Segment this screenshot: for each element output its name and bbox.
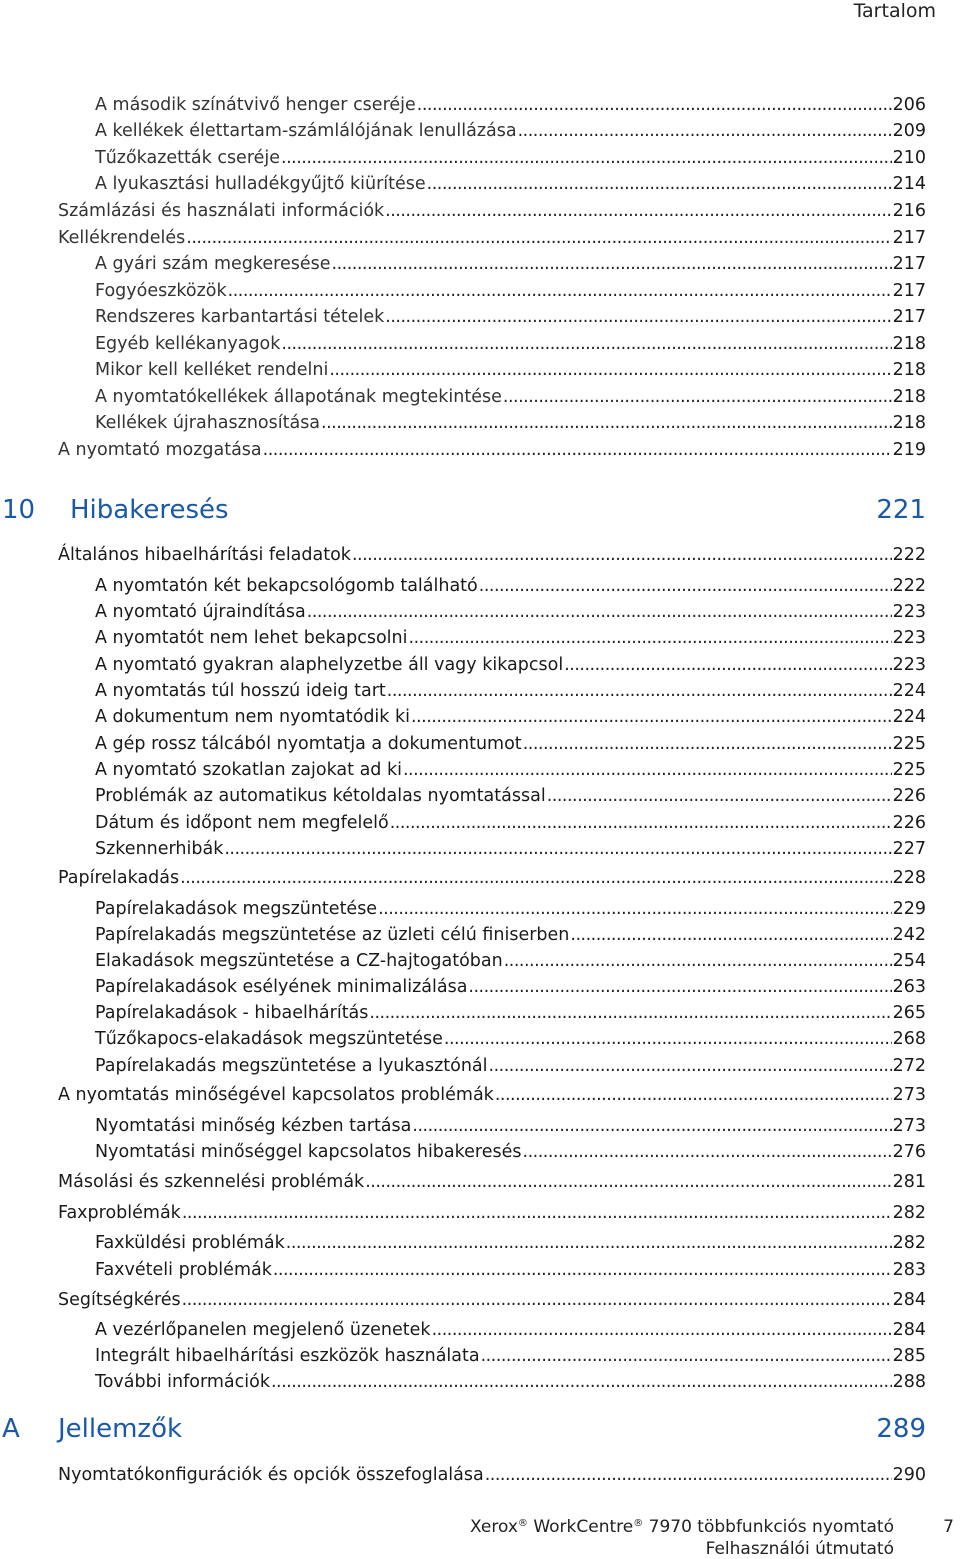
toc-entry-title: Fogyóeszközök xyxy=(95,281,227,301)
toc-entry-page-number: 229 xyxy=(892,899,926,919)
toc-entry-title: Nyomtatási minőséggel kapcsolatos hibakeresés xyxy=(95,1142,522,1162)
toc-entry-title: Tűzőkapocs-elakadások megszüntetése xyxy=(95,1029,443,1049)
dot-leader xyxy=(411,706,892,728)
toc-entry-page-number: 254 xyxy=(892,951,926,971)
dot-leader xyxy=(352,544,892,566)
footer-brand: Xerox xyxy=(470,1517,518,1537)
toc-entry-page-number: 268 xyxy=(892,1029,926,1049)
dot-leader xyxy=(481,1345,892,1367)
toc-subsection-entry[interactable] xyxy=(95,1371,926,1393)
toc-section-entry[interactable] xyxy=(58,227,926,249)
toc-section-entry[interactable] xyxy=(58,200,926,222)
toc-subsection-entry[interactable] xyxy=(95,147,926,169)
toc-entry-page-number: 222 xyxy=(892,576,926,596)
dot-leader xyxy=(390,812,892,834)
toc-entry-page-number: 288 xyxy=(892,1372,926,1392)
dot-leader xyxy=(485,1464,892,1486)
dot-leader xyxy=(504,950,892,972)
toc-entry-title: A nyomtató újraindítása xyxy=(95,602,306,622)
toc-entry-title: A nyomtatón két bekapcsológomb található xyxy=(95,576,478,596)
toc-entry-page-number: 217 xyxy=(892,228,926,248)
dot-leader xyxy=(182,1202,892,1224)
dot-leader xyxy=(468,976,891,998)
toc-subsection-entry[interactable] xyxy=(95,654,926,676)
toc-section-entry[interactable] xyxy=(58,867,926,889)
dot-leader xyxy=(273,1259,892,1281)
toc-subsection-entry[interactable] xyxy=(95,924,926,946)
toc-entry-page-number: 209 xyxy=(892,121,926,141)
toc-entry-title: A vezérlőpanelen megjelenő üzenetek xyxy=(95,1320,431,1340)
toc-subsection-entry[interactable] xyxy=(95,1319,926,1341)
dot-leader xyxy=(369,1002,891,1024)
dot-leader xyxy=(321,412,892,434)
toc-entry-title: Számlázási és használati információk xyxy=(58,201,385,221)
toc-entry-title: Papírelakadások megszüntetése xyxy=(95,899,378,919)
toc-subsection-entry[interactable] xyxy=(95,680,926,702)
toc-entry-page-number: 282 xyxy=(892,1203,926,1223)
toc-entry-title: Rendszeres karbantartási tételek xyxy=(95,307,385,327)
toc-entry-title: Elakadások megszüntetése a CZ-hajtogatóban xyxy=(95,951,503,971)
chapter-title: Jellemzők xyxy=(58,1414,183,1444)
chapter-title: Hibakeresés xyxy=(70,495,229,525)
dot-leader xyxy=(409,627,892,649)
toc-entry-page-number: 218 xyxy=(892,387,926,407)
chapter-number: A xyxy=(2,1414,20,1444)
chapter-page-number: 221 xyxy=(876,495,926,525)
toc-entry-page-number: 272 xyxy=(892,1056,926,1076)
toc-entry-page-number: 218 xyxy=(892,413,926,433)
toc-subsection-entry[interactable] xyxy=(95,1115,926,1137)
toc-entry-page-number: 226 xyxy=(892,786,926,806)
dot-leader xyxy=(332,253,892,275)
toc-entry-page-number: 217 xyxy=(892,281,926,301)
dot-leader xyxy=(385,200,891,222)
toc-entry-title: Mikor kell kelléket rendelni xyxy=(95,360,329,380)
footer-product-line xyxy=(470,1517,894,1537)
toc-entry-page-number: 273 xyxy=(892,1116,926,1136)
toc-entry-title: Egyéb kellékanyagok xyxy=(95,334,281,354)
registered-mark-2: ® xyxy=(633,1518,644,1529)
toc-entry-title: A nyomtató mozgatása xyxy=(58,440,262,460)
dot-leader xyxy=(489,1055,892,1077)
registered-mark: ® xyxy=(517,1518,528,1529)
toc-entry-title: Szkennerhibák xyxy=(95,839,224,859)
dot-leader xyxy=(224,838,891,860)
toc-entry-page-number: 273 xyxy=(892,1085,926,1105)
toc-section-entry[interactable] xyxy=(58,544,926,566)
toc-entry-title: Papírelakadás megszüntetése az üzleti célú finiserben xyxy=(95,925,570,945)
toc-entry-page-number: 222 xyxy=(892,545,926,565)
toc-entry-page-number: 265 xyxy=(892,1003,926,1023)
footer-guide: Felhasználói útmutató xyxy=(705,1539,894,1559)
toc-entry-title: Segítségkérés xyxy=(58,1290,181,1310)
toc-entry-title: A kellékek élettartam-számlálójának lenullázása xyxy=(95,121,517,141)
toc-entry-page-number: 216 xyxy=(892,201,926,221)
toc-subsection-entry[interactable] xyxy=(95,120,926,142)
toc-entry-page-number: 283 xyxy=(892,1260,926,1280)
dot-leader xyxy=(281,147,892,169)
toc-subsection-entry[interactable] xyxy=(95,1259,926,1281)
toc-entry-title: A nyomtatókellékek állapotának megtekintése xyxy=(95,387,502,407)
toc-entry-title: Dátum és időpont nem megfelelő xyxy=(95,813,389,833)
footer-model: 7970 többfunkciós nyomtató xyxy=(648,1517,894,1537)
toc-entry-title: Faxküldési problémák xyxy=(95,1233,285,1253)
toc-entry-page-number: 217 xyxy=(892,307,926,327)
toc-entry-page-number: 281 xyxy=(892,1172,926,1192)
dot-leader xyxy=(329,359,891,381)
toc-subsection-entry[interactable] xyxy=(95,359,926,381)
toc-entry-page-number: 284 xyxy=(892,1320,926,1340)
toc-entry-page-number: 263 xyxy=(892,977,926,997)
toc-entry-title: A második színátvivő henger cseréje xyxy=(95,95,416,115)
chapter-number: 10 xyxy=(2,495,36,525)
dot-leader xyxy=(412,1115,891,1137)
dot-leader xyxy=(570,924,891,946)
dot-leader xyxy=(564,654,891,676)
running-head-title: Tartalom xyxy=(853,0,936,22)
dot-leader xyxy=(479,575,892,597)
dot-leader xyxy=(503,386,892,408)
toc-entry-page-number: 242 xyxy=(892,925,926,945)
toc-entry-title: Másolási és szkennelési problémák xyxy=(58,1172,365,1192)
toc-entry-title: Papírelakadás xyxy=(58,868,180,888)
dot-leader xyxy=(365,1171,891,1193)
toc-subsection-entry[interactable] xyxy=(95,386,926,408)
toc-subsection-entry[interactable] xyxy=(95,1002,926,1024)
toc-entry-page-number: 228 xyxy=(892,868,926,888)
toc-subsection-entry[interactable] xyxy=(95,253,926,275)
dot-leader xyxy=(444,1028,892,1050)
toc-subsection-entry[interactable] xyxy=(95,759,926,781)
page-footer xyxy=(0,1512,960,1558)
dot-leader xyxy=(403,759,892,781)
toc-entry-page-number: 217 xyxy=(892,254,926,274)
toc-subsection-entry[interactable] xyxy=(95,306,926,328)
toc-entry-page-number: 290 xyxy=(892,1465,926,1485)
toc-subsection-entry[interactable] xyxy=(95,1232,926,1254)
dot-leader xyxy=(182,1289,892,1311)
toc-entry-title: Integrált hibaelhárítási eszközök használata xyxy=(95,1346,480,1366)
toc-subsection-entry[interactable] xyxy=(95,601,926,623)
footer-product: WorkCentre xyxy=(533,1517,634,1537)
toc-subsection-entry[interactable] xyxy=(95,1141,926,1163)
toc-entry-page-number: 225 xyxy=(892,734,926,754)
chapter-page-number: 289 xyxy=(876,1414,926,1444)
toc-entry-title: Kellékrendelés xyxy=(58,228,186,248)
toc-entry-page-number: 223 xyxy=(892,628,926,648)
toc-section-entry[interactable] xyxy=(58,1084,926,1106)
toc-entry-page-number: 219 xyxy=(892,440,926,460)
toc-entry-page-number: 218 xyxy=(892,360,926,380)
toc-entry-title: Papírelakadások - hibaelhárítás xyxy=(95,1003,369,1023)
toc-entry-title: Problémák az automatikus kétoldalas nyomtatással xyxy=(95,786,546,806)
dot-leader xyxy=(228,280,892,302)
toc-entry-title: Faxvételi problémák xyxy=(95,1260,272,1280)
toc-subsection-entry[interactable] xyxy=(95,575,926,597)
toc-subsection-entry[interactable] xyxy=(95,1028,926,1050)
toc-entry-title: További információk xyxy=(95,1372,270,1392)
toc-section-entry[interactable] xyxy=(58,1171,926,1193)
toc-entry-page-number: 284 xyxy=(892,1290,926,1310)
dot-leader xyxy=(432,1319,892,1341)
toc-entry-page-number: 223 xyxy=(892,655,926,675)
dot-leader xyxy=(271,1371,892,1393)
dot-leader xyxy=(263,439,892,461)
toc-entry-title: Tűzőkazetták cseréje xyxy=(95,148,281,168)
toc-subsection-entry[interactable] xyxy=(95,812,926,834)
toc-subsection-entry[interactable] xyxy=(95,1055,926,1077)
chapter-heading[interactable] xyxy=(0,1409,960,1449)
footer-page-number: 7 xyxy=(943,1517,954,1537)
toc-entry-page-number: 226 xyxy=(892,813,926,833)
toc-entry-title: Általános hibaelhárítási feladatok xyxy=(58,545,351,565)
dot-leader xyxy=(378,898,892,920)
toc-subsection-entry[interactable] xyxy=(95,898,926,920)
toc-subsection-entry[interactable] xyxy=(95,733,926,755)
toc-entry-title: A gyári szám megkeresése xyxy=(95,254,331,274)
dot-leader xyxy=(547,785,892,807)
chapter-heading[interactable] xyxy=(0,490,960,530)
dot-leader xyxy=(495,1084,892,1106)
toc-entry-page-number: 223 xyxy=(892,602,926,622)
toc-entry-page-number: 276 xyxy=(892,1142,926,1162)
toc-entry-title: Faxproblémák xyxy=(58,1203,181,1223)
dot-leader xyxy=(417,94,892,116)
toc-entry-page-number: 210 xyxy=(892,148,926,168)
toc-section-entry[interactable] xyxy=(58,1202,926,1224)
toc-entry-page-number: 224 xyxy=(892,707,926,727)
dot-leader xyxy=(427,173,892,195)
toc-entry-page-number: 282 xyxy=(892,1233,926,1253)
toc-entry-title: A lyukasztási hulladékgyűjtő kiürítése xyxy=(95,174,426,194)
toc-entry-page-number: 218 xyxy=(892,334,926,354)
toc-entry-title: A dokumentum nem nyomtatódik ki xyxy=(95,707,410,727)
toc-subsection-entry[interactable] xyxy=(95,706,926,728)
toc-entry-page-number: 214 xyxy=(892,174,926,194)
toc-entry-page-number: 206 xyxy=(892,95,926,115)
dot-leader xyxy=(307,601,892,623)
toc-entry-page-number: 225 xyxy=(892,760,926,780)
toc-subsection-entry[interactable] xyxy=(95,94,926,116)
toc-entry-title: Nyomtatókonfigurációk és opciók összefoglalása xyxy=(58,1465,484,1485)
dot-leader xyxy=(286,1232,892,1254)
toc-subsection-entry[interactable] xyxy=(95,838,926,860)
toc-entry-title: A nyomtatás minőségével kapcsolatos problémák xyxy=(58,1085,494,1105)
toc-entry-page-number: 227 xyxy=(892,839,926,859)
toc-subsection-entry[interactable] xyxy=(95,333,926,355)
toc-subsection-entry[interactable] xyxy=(95,976,926,998)
toc-entry-title: A gép rossz tálcából nyomtatja a dokumentumot xyxy=(95,734,522,754)
dot-leader xyxy=(385,306,891,328)
toc-entry-title: A nyomtató szokatlan zajokat ad ki xyxy=(95,760,402,780)
toc-entry-title: Papírelakadás megszüntetése a lyukasztónál xyxy=(95,1056,488,1076)
dot-leader xyxy=(523,1141,892,1163)
toc-section-entry[interactable] xyxy=(58,439,926,461)
toc-subsection-entry[interactable] xyxy=(95,173,926,195)
dot-leader xyxy=(523,733,892,755)
toc-section-entry[interactable] xyxy=(58,1464,926,1486)
toc-subsection-entry[interactable] xyxy=(95,1345,926,1367)
toc-entry-page-number: 285 xyxy=(892,1346,926,1366)
dot-leader xyxy=(387,680,892,702)
toc-section-entry[interactable] xyxy=(58,1289,926,1311)
toc-entry-title: A nyomtató gyakran alaphelyzetbe áll vagy kikapcsol xyxy=(95,655,564,675)
toc-entry-title: A nyomtatás túl hosszú ideig tart xyxy=(95,681,386,701)
toc-subsection-entry[interactable] xyxy=(95,785,926,807)
dot-leader xyxy=(518,120,892,142)
toc-entry-title: Papírelakadások esélyének minimalizálása xyxy=(95,977,468,997)
toc-entry-title: Nyomtatási minőség kézben tartása xyxy=(95,1116,412,1136)
toc-entry-title: A nyomtatót nem lehet bekapcsolni xyxy=(95,628,408,648)
dot-leader xyxy=(180,867,891,889)
toc-entry-page-number: 224 xyxy=(892,681,926,701)
dot-leader xyxy=(186,227,891,249)
dot-leader xyxy=(281,333,891,355)
toc-subsection-entry[interactable] xyxy=(95,627,926,649)
toc-subsection-entry[interactable] xyxy=(95,280,926,302)
toc-subsection-entry[interactable] xyxy=(95,950,926,972)
toc-subsection-entry[interactable] xyxy=(95,412,926,434)
toc-entry-title: Kellékek újrahasznosítása xyxy=(95,413,321,433)
